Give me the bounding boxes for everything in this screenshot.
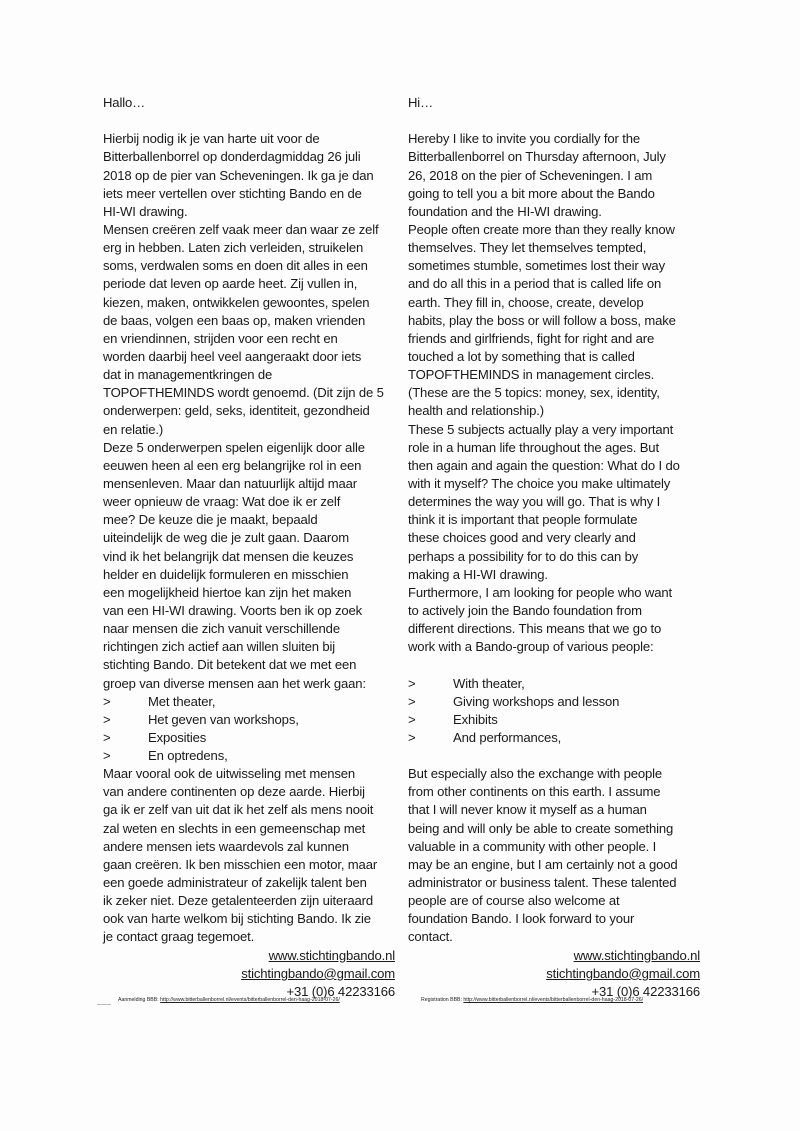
text-line: role in a human life throughout the ages. But bbox=[408, 439, 659, 455]
intro-paragraphs bbox=[103, 130, 395, 692]
list-item-text: En optredens, bbox=[148, 748, 228, 764]
text-line: earth. They fill in, choose, create, develop bbox=[408, 294, 644, 310]
bullet-arrow-icon: > bbox=[408, 729, 416, 745]
website-link[interactable]: www.stichtingbando.nl bbox=[573, 947, 700, 963]
website-link[interactable]: www.stichtingbando.nl bbox=[268, 947, 395, 963]
footnote-separator bbox=[97, 1004, 111, 1005]
list-item-text: Met theater, bbox=[148, 693, 216, 709]
text-line: en vriendinnen, strijden voor een recht en bbox=[103, 330, 338, 346]
list-item-text: Giving workshops and lesson bbox=[453, 693, 620, 709]
text-line: gaan creëren. Ik ben misschien een motor, maar bbox=[103, 856, 378, 872]
text-line: eeuwen heen al een erg belangrijke rol in een bbox=[103, 457, 362, 473]
text-line: from other continents on this earth. I assume bbox=[408, 784, 661, 800]
text-line: worden daarbij heel veel aangeraakt door iets bbox=[103, 348, 362, 364]
text-line: andere mensen iets waardevols zal kunnen bbox=[103, 838, 349, 854]
closing-paragraph bbox=[103, 765, 395, 946]
text-line: en relatie.) bbox=[103, 421, 164, 437]
bullet-arrow-icon: > bbox=[103, 748, 111, 764]
text-line: 2018 op de pier van Scheveningen. Ik ga je dan bbox=[103, 167, 374, 183]
text-line: de baas, volgen een baas op, maken vrienden bbox=[103, 312, 366, 328]
text-line: People often create more than they really know bbox=[408, 221, 675, 237]
spacer bbox=[103, 112, 395, 130]
text-line: ik zeker niet. Deze getalenteerden zijn uiteraard bbox=[103, 893, 373, 909]
text-line: zal weten en slechts in een gemeenschap met bbox=[103, 820, 366, 836]
list-item bbox=[103, 747, 395, 765]
text-line: people are of course also welcome at bbox=[408, 893, 620, 909]
text-line: think it is important that people formulate bbox=[408, 512, 638, 528]
registration-link[interactable]: http://www.bitterballenborrel.nl/events/bitterballenborrel-den-haag-2018-07-26/ bbox=[160, 997, 340, 1003]
registration-label: Aanmelding BBB: bbox=[118, 997, 159, 1003]
text-line: ga ik er zelf van uit dat ik het zelf als mens nooit bbox=[103, 802, 374, 818]
spacer bbox=[408, 747, 700, 765]
bullet-arrow-icon: > bbox=[408, 675, 416, 691]
text-line: TOPOFTHEMINDS in management circles. bbox=[408, 367, 655, 383]
list-item bbox=[408, 711, 700, 729]
english-letter-column bbox=[408, 94, 700, 1001]
text-line: then again and again the question: What do I do bbox=[408, 457, 680, 473]
text-line: groep van diverse mensen aan het werk gaan: bbox=[103, 675, 366, 691]
bullet-arrow-icon: > bbox=[408, 711, 416, 727]
list-item bbox=[408, 693, 700, 711]
list-item bbox=[103, 693, 395, 711]
spacer bbox=[408, 656, 700, 674]
text-line: work with a Bando-group of various people: bbox=[408, 639, 654, 655]
dutch-letter-column bbox=[103, 94, 395, 1001]
spacer bbox=[408, 112, 700, 130]
text-line: ook van harte welkom bij stichting Bando. Ik zie bbox=[103, 911, 371, 927]
activity-list bbox=[103, 693, 395, 766]
text-line: je contact graag tegemoet. bbox=[103, 929, 255, 945]
bullet-arrow-icon: > bbox=[103, 693, 111, 709]
text-line: habits, play the boss or will follow a boss, make bbox=[408, 312, 676, 328]
text-line: foundation Bando. I look forward to your bbox=[408, 911, 635, 927]
text-line: Mensen creëren zelf vaak meer dan waar ze zelf bbox=[103, 221, 379, 237]
text-line: sometimes stumble, sometimes lost their way bbox=[408, 258, 665, 274]
text-line: being and will only be able to create something bbox=[408, 820, 674, 836]
text-line: valuable in a community with other people. I bbox=[408, 838, 657, 854]
registration-link[interactable]: http://www.bitterballenborrel.nl/events/bitterballenborrel-den-haag-2018-07-26/ bbox=[463, 997, 644, 1003]
text-line: health and relationship.) bbox=[408, 403, 545, 419]
text-line: iets meer vertellen over stichting Bando en de bbox=[103, 185, 362, 201]
text-line: These 5 subjects actually play a very important bbox=[408, 421, 674, 437]
registration-label: Registration BBB: bbox=[421, 997, 462, 1003]
registration-note-english bbox=[421, 997, 643, 1004]
text-line: Deze 5 onderwerpen spelen eigenlijk door alle bbox=[103, 439, 365, 455]
text-line: foundation and the HI-WI drawing. bbox=[408, 203, 602, 219]
text-line: and do all this in a period that is called life on bbox=[408, 276, 662, 292]
list-item bbox=[408, 729, 700, 747]
text-line: onderwerpen: geld, seks, identiteit, gezondheid bbox=[103, 403, 370, 419]
text-line: richtingen zich actief aan willen sluiten bij bbox=[103, 639, 335, 655]
text-line: naar mensen die zich vanuit verschillende bbox=[103, 621, 340, 637]
text-line: Bitterballenborrel on Thursday afternoon, July bbox=[408, 149, 666, 165]
greeting: Hi… bbox=[408, 95, 434, 110]
activity-list bbox=[408, 675, 700, 748]
list-item bbox=[103, 711, 395, 729]
text-line: contact. bbox=[408, 929, 453, 945]
text-line: making a HI-WI drawing. bbox=[408, 566, 548, 582]
text-line: touched a lot by something that is called bbox=[408, 348, 635, 364]
email-link[interactable]: stichtingbando@gmail.com bbox=[241, 965, 395, 981]
text-line: friends and girlfriends, fight for right and are bbox=[408, 330, 655, 346]
text-line: Maar vooral ook de uitwisseling met mensen bbox=[103, 766, 356, 782]
text-line: dat in managementkringen de bbox=[103, 367, 273, 383]
text-line: (These are the 5 topics: money, sex, identity, bbox=[408, 385, 660, 401]
text-line: Bitterballenborrel op donderdagmiddag 26 juli bbox=[103, 149, 361, 165]
text-line: themselves. They let themselves tempted, bbox=[408, 240, 647, 256]
text-line: to actively join the Bando foundation from bbox=[408, 602, 642, 618]
list-item-text: And performances, bbox=[453, 729, 562, 745]
closing-paragraph bbox=[408, 765, 700, 946]
text-line: van andere continenten op deze aarde. Hierbij bbox=[103, 784, 365, 800]
text-line: determines the way you will go. That is why I bbox=[408, 494, 661, 510]
text-line: Hierbij nodig ik je van harte uit voor de bbox=[103, 131, 320, 147]
text-line: van een HI-WI drawing. Voorts ben ik op zoek bbox=[103, 602, 363, 618]
text-line: these choices good and very clearly and bbox=[408, 530, 636, 546]
text-line: TOPOFTHEMINDS wordt genoemd. (Dit zijn de 5 bbox=[103, 385, 384, 401]
registration-note-dutch bbox=[118, 997, 340, 1004]
text-line: mee? De keuze die je maakt, bepaald bbox=[103, 512, 318, 528]
text-line: Hereby I like to invite you cordially for the bbox=[408, 131, 640, 147]
text-line: soms, verdwalen soms en doen dit alles in een bbox=[103, 258, 368, 274]
text-line: perhaps a possibility for to do this can by bbox=[408, 548, 639, 564]
text-line: that I will never know it myself as a human bbox=[408, 802, 647, 818]
text-line: mensenleven. Maar dan natuurlijk altijd maar bbox=[103, 475, 357, 491]
list-item-text: Exhibits bbox=[453, 711, 498, 727]
text-line: Furthermore, I am looking for people who want bbox=[408, 584, 672, 600]
text-line: going to tell you a bit more about the Bando bbox=[408, 185, 655, 201]
phone-number: +31 (0)6 42233166 bbox=[591, 983, 700, 999]
email-link[interactable]: stichtingbando@gmail.com bbox=[546, 965, 700, 981]
text-line: 26, 2018 on the pier of Scheveningen. I am bbox=[408, 167, 653, 183]
text-line: een mogelijkheid hiertoe kan zijn het maken bbox=[103, 584, 352, 600]
text-line: weer opnieuw de vraag: Wat doe ik er zelf bbox=[103, 494, 341, 510]
text-line: periode dat leven op aarde heet. Zij vullen in, bbox=[103, 276, 358, 292]
text-line: vind ik het belangrijk dat mensen die keuzes bbox=[103, 548, 354, 564]
text-line: may be an engine, but I am certainly not a good bbox=[408, 856, 678, 872]
text-line: with it myself? The choice you make ultimately bbox=[408, 475, 671, 491]
text-line: helder en duidelijk formuleren en misschien bbox=[103, 566, 349, 582]
bullet-arrow-icon: > bbox=[408, 693, 416, 709]
list-item bbox=[408, 675, 700, 693]
text-line: different directions. This means that we go to bbox=[408, 621, 662, 637]
text-line: stichting Bando. Dit betekent dat we met een bbox=[103, 657, 357, 673]
list-item-text: Exposities bbox=[148, 729, 207, 745]
bullet-arrow-icon: > bbox=[103, 729, 111, 745]
list-item bbox=[103, 729, 395, 747]
list-item-text: Het geven van workshops, bbox=[148, 711, 299, 727]
bullet-arrow-icon: > bbox=[103, 711, 111, 727]
text-line: uiteindelijk de weg die je zult gaan. Daarom bbox=[103, 530, 349, 546]
text-line: But especially also the exchange with people bbox=[408, 766, 662, 782]
text-line: erg in hebben. Laten zich verleiden, struikelen bbox=[103, 240, 364, 256]
intro-paragraphs bbox=[408, 130, 700, 656]
text-line: HI-WI drawing. bbox=[103, 203, 188, 219]
greeting: Hallo… bbox=[103, 95, 146, 110]
text-line: een goede administrateur of zakelijk talent ben bbox=[103, 875, 367, 891]
text-line: kiezen, maken, ontwikkelen gewoontes, spelen bbox=[103, 294, 370, 310]
list-item-text: With theater, bbox=[453, 675, 525, 691]
text-line: administrator or business talent. These talented bbox=[408, 875, 677, 891]
phone-number: +31 (0)6 42233166 bbox=[286, 983, 395, 999]
